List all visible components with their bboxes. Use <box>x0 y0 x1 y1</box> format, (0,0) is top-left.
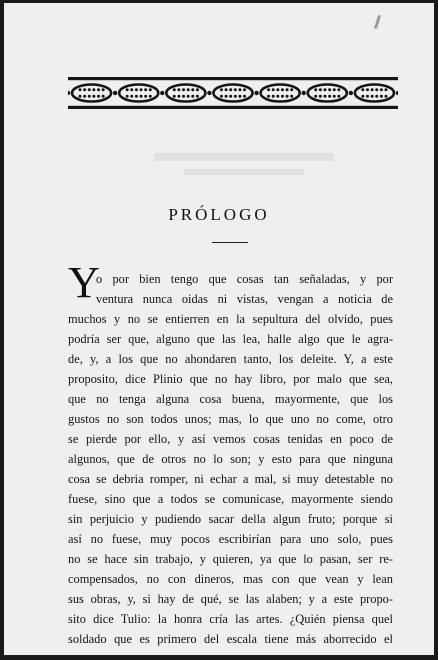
text-line: muchos y no se entierren en la sepultura del olvido, pues <box>68 312 393 326</box>
text-line: de, y, a los que no ahondaren tanto, los deleite. Y, a este <box>68 352 393 366</box>
text-line: que no tenga alguna cosa buena, mayormente, que los <box>68 392 393 406</box>
text-line: se pierde por ello, y así vemos cosas tenidas en poco de <box>68 432 393 446</box>
text-line: podría ser que, alguno que las lea, halle algo que le agra- <box>68 332 393 346</box>
text-line: sito dice Tulio: la honra cría las artes. ¿Quién piensa quel <box>68 612 393 626</box>
text-line: compensados, no con dineros, mas con que vean y lean <box>68 572 393 586</box>
pencil-mark <box>374 15 381 29</box>
text-line: ventura nunca oidas ni vistas, vengan a noticia de <box>96 292 393 306</box>
text-line: cosa se debria romper, ni echar a mal, si muy detestable no <box>68 472 393 486</box>
text-line: no se hace sin trabajo, y quieren, ya que lo pasan, ser re- <box>68 552 393 566</box>
text-line: sin perjuicio y pudiendo sacar della algun fruto; porque si <box>68 512 393 526</box>
text-line: sus obras, y, si hay de qué, se las alaben; y a este propo- <box>68 592 393 606</box>
title-rule <box>212 242 248 243</box>
drop-cap: Y <box>68 258 100 307</box>
text-line: o por bien tengo que cosas tan señaladas, y por <box>96 272 393 286</box>
text-line: algunos, que de otros no lo son; y esto para que ninguna <box>68 452 393 466</box>
ornamental-border <box>68 77 398 109</box>
text-line: gustos no son todos unos; mas, lo que uno no come, otro <box>68 412 393 426</box>
page-title: PRÓLOGO <box>168 205 270 224</box>
text-line: soldado que es primero del escala tiene más aborrecido el <box>68 632 393 646</box>
bleed-through <box>144 143 344 183</box>
text-line: proposito, dice Plinio que no hay libro, por malo que sea, <box>68 372 393 386</box>
text-line: fuese, sino que a todos se comunicase, mayormente siendo <box>68 492 393 506</box>
text-line: así no fuese, muy pocos escribirían para uno solo, pues <box>68 532 393 546</box>
book-page <box>4 3 434 655</box>
